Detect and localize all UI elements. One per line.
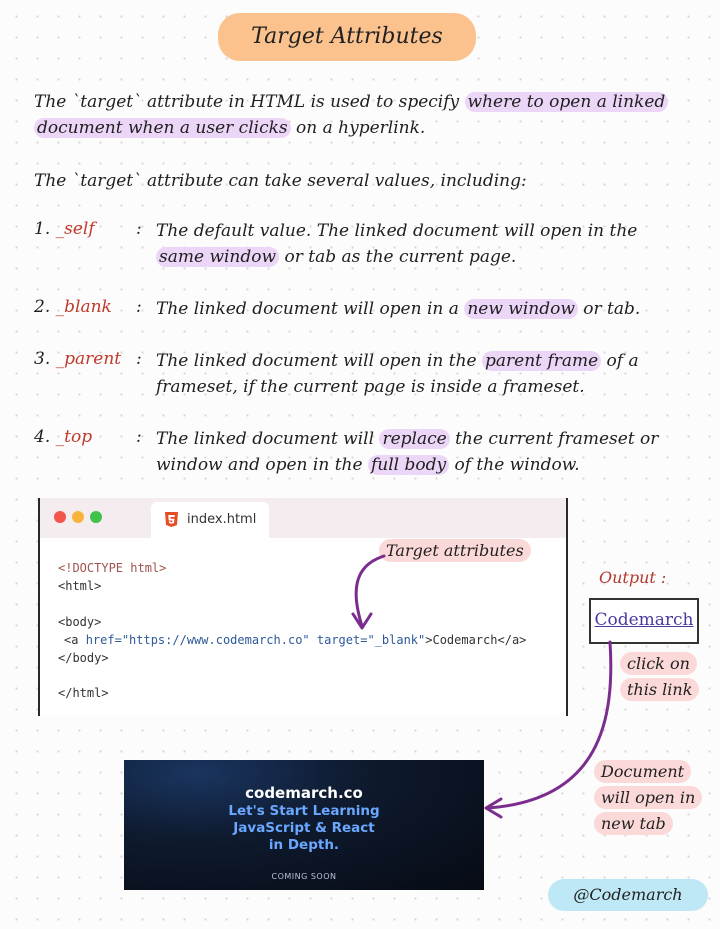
code-line: <html>	[58, 579, 102, 593]
code-line: </html>	[58, 686, 109, 700]
intro-highlight-2: document when a user clicks	[34, 118, 291, 138]
code-line-anchor: <a href="https://www.codemarch.co" target="_blank">Codemarch</a>	[64, 633, 527, 647]
click-note-line-2: this link	[620, 678, 699, 701]
tab-label: index.html	[187, 512, 257, 527]
doc-note-line-3: new tab	[594, 812, 673, 835]
highlight-replace: replace	[379, 429, 449, 449]
author-handle: @Codemarch	[548, 879, 708, 911]
item-colon: :	[136, 297, 142, 317]
item-number: 3. _parent	[34, 349, 122, 369]
target-attributes-note: Target attributes	[379, 539, 531, 562]
output-label: Output :	[599, 568, 667, 587]
keyword-blank: _blank	[55, 297, 112, 317]
highlight-full-body: full body	[368, 455, 449, 475]
banner-footer: COMING SOON	[271, 872, 337, 881]
intro-text: on a hyperlink.	[290, 118, 426, 138]
click-note-line-1: click on	[620, 652, 697, 675]
arrow-to-new-tab	[488, 642, 611, 808]
code-line: </body>	[58, 651, 109, 665]
item-description-self: The default value. The linked document will open in the same window or tab as the current page.	[156, 221, 638, 267]
item-number: 2. _blank	[34, 297, 112, 317]
new-tab-preview-banner	[124, 760, 484, 890]
banner-line-3: in Depth.	[268, 837, 340, 853]
intro-highlight-1: where to open a linked	[465, 92, 669, 112]
keyword-top: _top	[55, 427, 93, 447]
code-line: <!DOCTYPE html>	[58, 561, 167, 575]
item-colon: :	[136, 219, 142, 239]
item-description-top: The linked document will replace the current frameset or window and open in the full body of the window.	[156, 429, 659, 475]
item-colon: :	[136, 427, 142, 447]
values-intro: The `target` attribute can take several values, including:	[34, 171, 527, 191]
banner-site: codemarch.co	[245, 784, 363, 802]
page-title: Target Attributes	[218, 13, 476, 61]
keyword-self: _self	[55, 219, 95, 239]
highlight-same-window: same window	[156, 247, 279, 267]
banner-line-1: Let's Start Learning	[228, 803, 380, 819]
output-link[interactable]: Codemarch	[589, 598, 699, 644]
highlight-parent-frame: parent frame	[482, 351, 601, 371]
highlight-new-window: new window	[464, 299, 578, 319]
item-colon: :	[136, 349, 142, 369]
item-description-parent: The linked document will open in the parent frame of a frameset, if the current page is inside a frameset.	[156, 351, 639, 397]
banner-line-2: JavaScript & React	[233, 820, 375, 836]
code-line: <body>	[58, 615, 102, 629]
keyword-parent: _parent	[55, 349, 122, 369]
doc-note-line-2: will open in	[594, 786, 702, 809]
item-number: 4. _top	[34, 427, 93, 447]
item-description-blank: The linked document will open in a new window or tab.	[156, 299, 641, 319]
doc-note-line-1: Document	[594, 760, 691, 783]
intro-text: The `target` attribute in HTML is used to specify	[34, 92, 465, 112]
item-number: 1. _self	[34, 219, 95, 239]
